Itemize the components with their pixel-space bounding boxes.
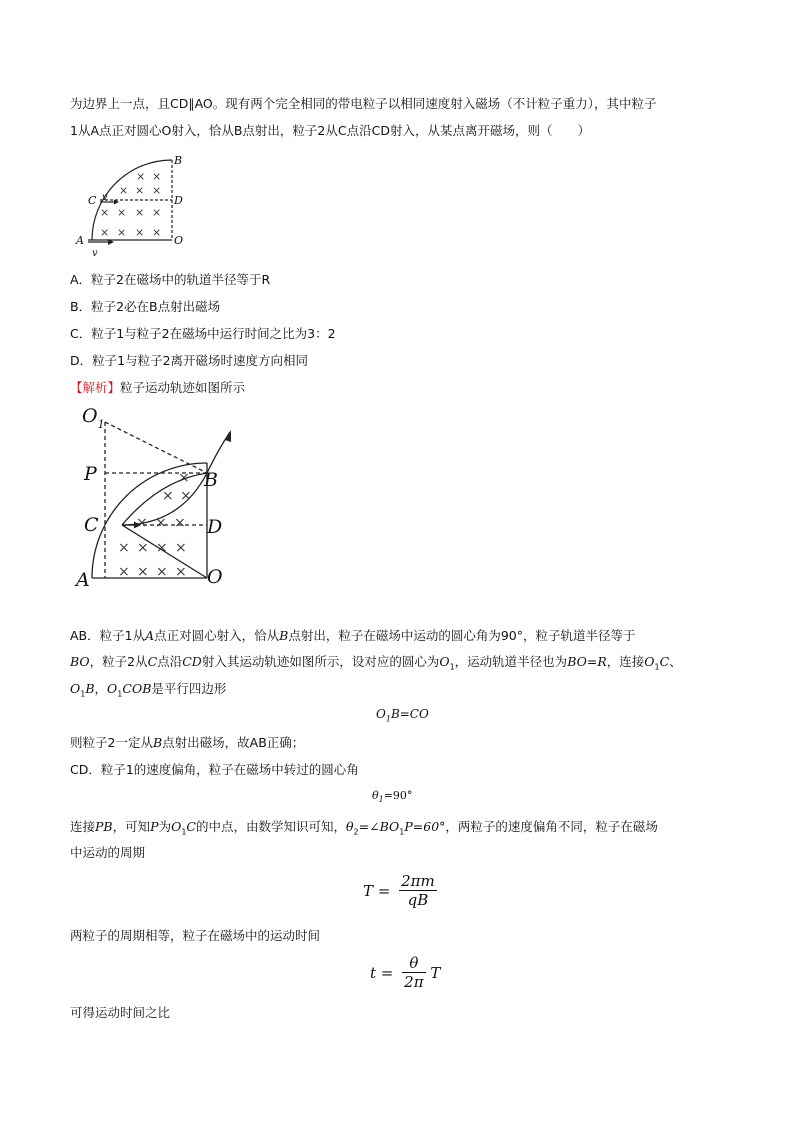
- analysis-intro: 粒子运动轨迹如图所示: [120, 380, 246, 395]
- fig2-label-C: C: [84, 514, 99, 536]
- fig1-x-mark: ×: [152, 226, 162, 239]
- equation-time: t = $\frac{\theta}{2\pi}$ T: [370, 954, 441, 991]
- fig1-x-mark: ×: [135, 206, 145, 219]
- fig1-x-mark: ×: [100, 206, 110, 219]
- fig2-x-mark: ×: [156, 540, 168, 556]
- fig2-x-mark: ×: [118, 540, 130, 556]
- question-line-1: 为边界上一点，且CD∥AO。现有两个完全相同的带电粒子以相同速度射入磁场（不计粒子重力），其中粒子: [70, 96, 657, 111]
- solution-cd-line-4: 两粒子的周期相等，粒子在磁场中的运动时间: [70, 928, 321, 943]
- fig2-x-mark: ×: [118, 564, 130, 580]
- equation-period: T = $\frac{2\pi m}{qB}$: [363, 872, 435, 909]
- solution-ab-line-2: BO，粒子2从C点沿CD射入其运动轨迹如图所示，设对应的圆心为$O_1$，运动轨道半径也为BO=R，连接$O_1C$、: [70, 654, 682, 672]
- question-line-2: 1从A点正对圆心O射入，恰从B点射出，粒子2从C点沿CD射入，从某点离开磁场，则（ ）: [70, 123, 590, 138]
- fig1-label-D: D: [174, 194, 183, 207]
- solution-cd-line-1: CD．粒子1的速度偏角，粒子在磁场中转过的圆心角: [70, 762, 359, 777]
- fig2-boundary-arc: [92, 463, 207, 578]
- fig2-x-mark: ×: [162, 488, 174, 504]
- analysis-header: [70, 378, 245, 396]
- solution-cd-line-3: 中运动的周期: [70, 845, 146, 860]
- fig2-x-mark: ×: [137, 540, 149, 556]
- fig1-label-A: A: [76, 234, 84, 247]
- solution-cd-line-5: 可得运动时间之比: [70, 1005, 171, 1020]
- fig1-x-mark: ×: [135, 226, 145, 239]
- fig2-x-mark: ×: [156, 564, 168, 580]
- fig2-label-P: P: [84, 463, 97, 485]
- fig1-x-mark: ×: [100, 226, 110, 239]
- option-b: B．粒子2必在B点射出磁场: [70, 299, 221, 314]
- fig2-x-mark: ×: [175, 564, 187, 580]
- figure-2-trajectory: [70, 400, 240, 600]
- equation-o1b-co: $O_1B=CO$: [376, 707, 429, 724]
- option-a: A．粒子2在磁场中的轨道半径等于R: [70, 272, 271, 287]
- fig2-label-O1: $O_1$: [82, 405, 105, 431]
- fig1-x-mark: ×: [135, 184, 145, 197]
- fig2-label-B: B: [204, 469, 218, 491]
- fig1-x-mark: ×: [152, 170, 162, 183]
- fig1-x-mark: ×: [136, 170, 146, 183]
- fig1-x-mark: ×: [117, 226, 127, 239]
- fig1-x-mark: ×: [117, 206, 127, 219]
- solution-ab-line-1: AB．粒子1从A点正对圆心射入，恰从B点射出，粒子在磁场中运动的圆心角为90°，粒子轨道半径等于: [70, 628, 636, 643]
- fig1-x-mark: ×: [119, 184, 129, 197]
- fig1-label-C: C: [88, 194, 97, 207]
- solution-ab-conclusion: 则粒子2一定从B点射出磁场，故AB正确；: [70, 735, 305, 750]
- solution-ab-line-3: $O_1B$，$O_1COB$是平行四边形: [70, 681, 227, 699]
- fig1-label-B: B: [174, 154, 183, 167]
- fig2-label-D: D: [207, 516, 223, 538]
- fig1-label-v-bottom: v: [92, 248, 98, 259]
- fig1-label-O: O: [174, 234, 184, 247]
- figure-1-magnetic-field: [72, 150, 192, 260]
- fig1-x-mark: ×: [152, 206, 162, 219]
- fig2-exit-arrowhead: [225, 430, 231, 442]
- fig2-label-O: O: [207, 566, 223, 588]
- fig2-x-mark: ×: [178, 470, 190, 486]
- analysis-tag: 【解析】: [70, 380, 121, 395]
- equation-theta1: $\theta_1=90^\circ$: [372, 789, 413, 805]
- option-d: D．粒子1与粒子2离开磁场时速度方向相同: [70, 353, 309, 368]
- option-c: C．粒子1与粒子2在磁场中运行时间之比为3：2: [70, 326, 336, 341]
- solution-cd-line-2: 连接PB，可知P为$O_1C$的中点，由数学知识可知，$\theta_2=\angle BO_1P=60^\circ$，两粒子的速度偏角不同，粒子在磁场: [70, 819, 658, 837]
- fig1-label-v-top: v: [102, 192, 108, 203]
- fig2-o1b-line: [105, 422, 207, 473]
- fig2-x-mark: ×: [180, 488, 192, 504]
- fig1-x-mark: ×: [152, 184, 162, 197]
- fig2-x-mark: ×: [175, 540, 187, 556]
- fig2-x-mark: ×: [174, 515, 186, 531]
- fig2-x-mark: ×: [155, 515, 167, 531]
- fig2-x-mark: ×: [137, 564, 149, 580]
- fig2-label-A: A: [76, 569, 90, 591]
- fig2-x-mark: ×: [136, 515, 148, 531]
